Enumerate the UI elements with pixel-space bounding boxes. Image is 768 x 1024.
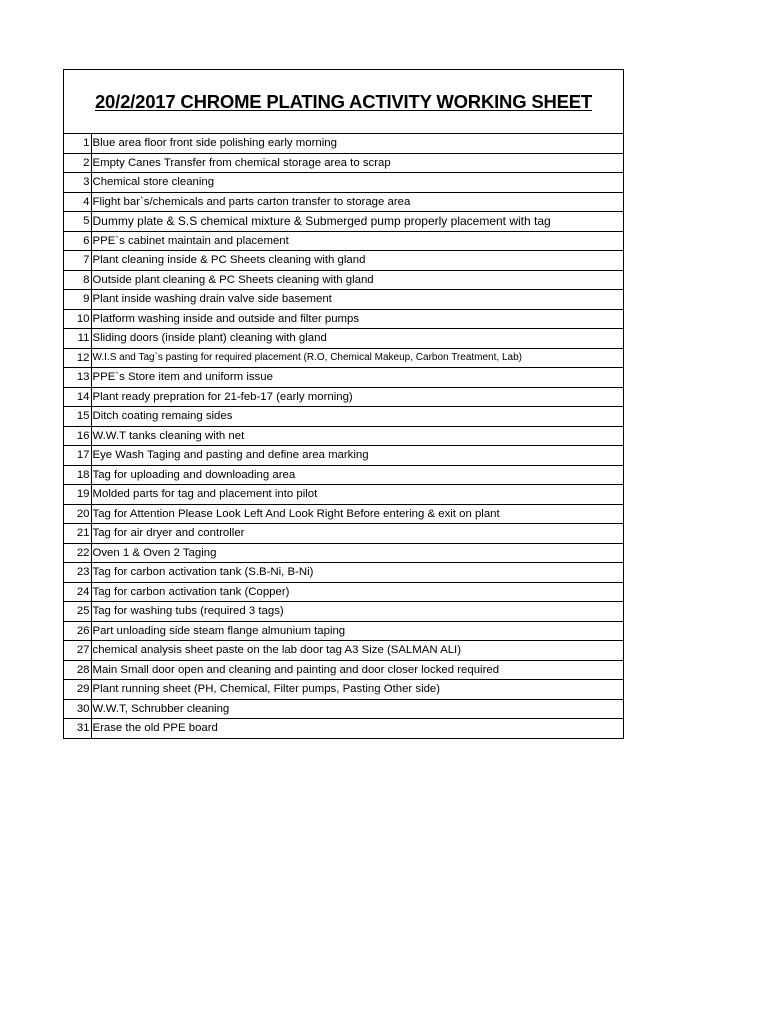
- task-description: Sliding doors (inside plant) cleaning with gland: [91, 329, 623, 349]
- table-row: [64, 563, 623, 583]
- sheet-title: 20/2/2017 CHROME PLATING ACTIVITY WORKING SHEET: [94, 90, 593, 112]
- table-row: [64, 368, 623, 388]
- task-number: 21: [64, 524, 91, 544]
- task-description: Tag for air dryer and controller: [91, 524, 623, 544]
- task-number: 3: [64, 173, 91, 193]
- table-row: [64, 251, 623, 271]
- task-number: 24: [64, 582, 91, 602]
- task-number: 10: [64, 309, 91, 329]
- table-row: [64, 680, 623, 700]
- task-number: 4: [64, 192, 91, 212]
- task-number: 17: [64, 446, 91, 466]
- table-row: [64, 309, 623, 329]
- task-number: 27: [64, 641, 91, 661]
- task-description: Erase the old PPE board: [91, 719, 623, 738]
- task-number: 19: [64, 485, 91, 505]
- table-row: [64, 524, 623, 544]
- task-description: W.I.S and Tag`s pasting for required placement (R.O, Chemical Makeup, Carbon Treatment, Lab): [91, 348, 623, 368]
- task-description: Plant cleaning inside & PC Sheets cleaning with gland: [91, 251, 623, 271]
- task-description: W.W.T, Schrubber cleaning: [91, 699, 623, 719]
- table-row: [64, 602, 623, 622]
- task-description: Main Small door open and cleaning and painting and door closer locked required: [91, 660, 623, 680]
- task-number: 1: [64, 134, 91, 153]
- task-description: Plant ready prepration for 21-feb-17 (early morning): [91, 387, 623, 407]
- task-description: Tag for Attention Please Look Left And Look Right Before entering & exit on plant: [91, 504, 623, 524]
- task-description: Tag for washing tubs (required 3 tags): [91, 602, 623, 622]
- task-number: 29: [64, 680, 91, 700]
- task-description: Plant running sheet (PH, Chemical, Filter pumps, Pasting Other side): [91, 680, 623, 700]
- table-row: [64, 485, 623, 505]
- task-number: 12: [64, 348, 91, 368]
- task-number: 26: [64, 621, 91, 641]
- task-number: 20: [64, 504, 91, 524]
- task-description: Outside plant cleaning & PC Sheets cleaning with gland: [91, 270, 623, 290]
- task-table: [64, 134, 623, 738]
- task-number: 11: [64, 329, 91, 349]
- table-row: [64, 348, 623, 368]
- task-number: 5: [64, 212, 91, 232]
- title-row: [64, 70, 623, 134]
- task-description: Flight bar`s/chemicals and parts carton transfer to storage area: [91, 192, 623, 212]
- table-row: [64, 699, 623, 719]
- task-description: Oven 1 & Oven 2 Taging: [91, 543, 623, 563]
- task-description: Plant inside washing drain valve side basement: [91, 290, 623, 310]
- table-row: [64, 426, 623, 446]
- task-description: Tag for carbon activation tank (Copper): [91, 582, 623, 602]
- task-number: 8: [64, 270, 91, 290]
- table-row: [64, 329, 623, 349]
- table-row: [64, 290, 623, 310]
- task-number: 6: [64, 231, 91, 251]
- task-description: Ditch coating remaing sides: [91, 407, 623, 427]
- task-description: Dummy plate & S.S chemical mixture & Submerged pump properly placement with tag: [91, 212, 623, 232]
- table-row: [64, 621, 623, 641]
- task-description: chemical analysis sheet paste on the lab door tag A3 Size (SALMAN ALI): [91, 641, 623, 661]
- task-description: PPE`s cabinet maintain and placement: [91, 231, 623, 251]
- task-description: Eye Wash Taging and pasting and define area marking: [91, 446, 623, 466]
- task-description: Empty Canes Transfer from chemical storage area to scrap: [91, 153, 623, 173]
- table-row: [64, 134, 623, 153]
- task-number: 23: [64, 563, 91, 583]
- task-description: Tag for uploading and downloading area: [91, 465, 623, 485]
- table-row: [64, 582, 623, 602]
- task-number: 18: [64, 465, 91, 485]
- task-description: Tag for carbon activation tank (S.B-Ni, B-Ni): [91, 563, 623, 583]
- task-description: Blue area floor front side polishing early morning: [92, 137, 337, 149]
- task-number: 14: [64, 387, 91, 407]
- table-row: [64, 153, 623, 173]
- table-row: [64, 407, 623, 427]
- task-number: 16: [64, 426, 91, 446]
- task-description: Molded parts for tag and placement into pilot: [91, 485, 623, 505]
- task-number: 28: [64, 660, 91, 680]
- table-row: [64, 719, 623, 738]
- task-description: PPE`s Store item and uniform issue: [91, 368, 623, 388]
- task-description: Part unloading side steam flange almunium taping: [91, 621, 623, 641]
- table-row: [64, 387, 623, 407]
- table-row: [64, 641, 623, 661]
- task-description: W.W.T tanks cleaning with net: [91, 426, 623, 446]
- task-number: 7: [64, 251, 91, 271]
- task-description: Platform washing inside and outside and filter pumps: [91, 309, 623, 329]
- table-row: [64, 192, 623, 212]
- task-number: 25: [64, 602, 91, 622]
- task-number: 22: [64, 543, 91, 563]
- task-number: 9: [64, 290, 91, 310]
- table-row: [64, 173, 623, 193]
- task-number: 31: [64, 719, 91, 738]
- task-number: 30: [64, 699, 91, 719]
- table-row: [64, 270, 623, 290]
- table-row: [64, 465, 623, 485]
- table-row: [64, 504, 623, 524]
- task-number: 15: [64, 407, 91, 427]
- task-number: 13: [64, 368, 91, 388]
- task-number: 2: [64, 153, 91, 173]
- table-row: [64, 543, 623, 563]
- table-row: [64, 446, 623, 466]
- activity-sheet: [63, 69, 624, 739]
- table-row: [64, 231, 623, 251]
- table-row: [64, 212, 623, 232]
- task-description: Chemical store cleaning: [91, 173, 623, 193]
- table-row: [64, 660, 623, 680]
